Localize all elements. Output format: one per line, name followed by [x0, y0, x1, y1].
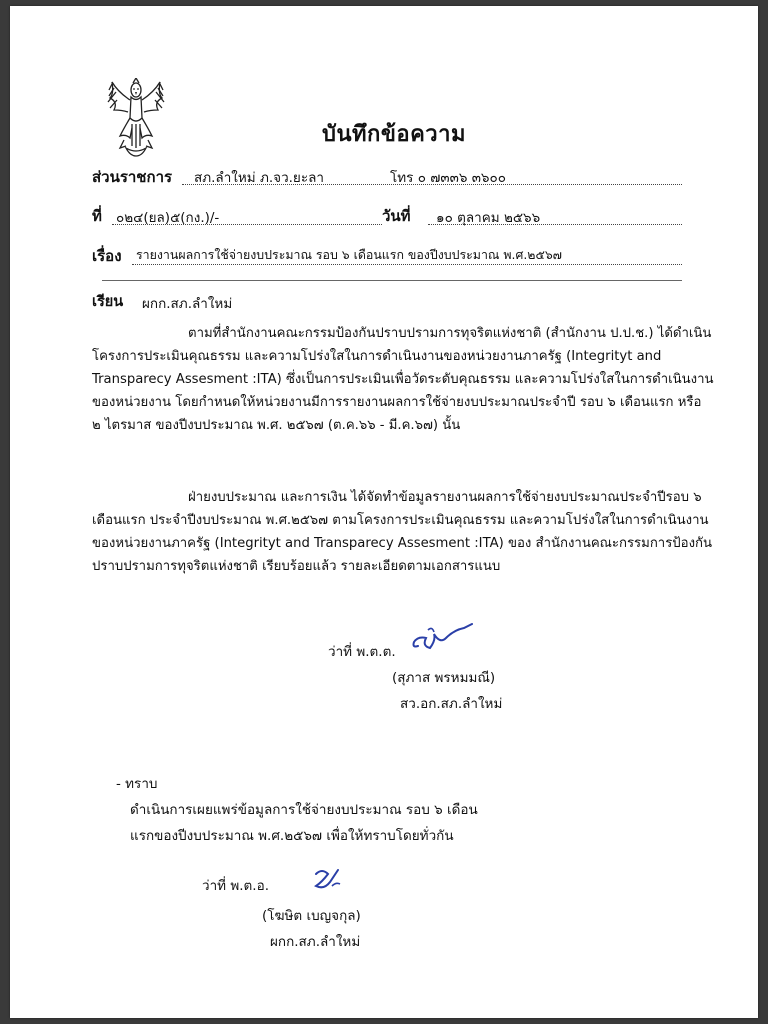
paragraph-1 — [92, 322, 714, 437]
phone-value: โทร ๐ ๗๓๓๖ ๓๖๐๐ — [390, 170, 506, 186]
paragraph-1-line: ตามที่สำนักงานคณะกรรมป้องกันปราบปรามการทุจริตแห่งชาติ (สำนักงาน ป.ป.ช.) ได้ดำเนิน — [188, 326, 712, 341]
salutation-value: ผกก.สภ.ลำใหม่ — [142, 296, 233, 312]
paragraph-1-line: โครงการประเมินคุณธรรม และความโปร่งใสในการดำเนินงานของหน่วยงานภาครัฐ (Integrityt and — [92, 349, 662, 364]
signature-1-position: สว.อก.สภ.ลำใหม่ — [400, 696, 503, 712]
signature-1-name: (สุภาส พรหมมณี) — [392, 670, 496, 686]
paragraph-2 — [92, 486, 712, 578]
agency-value: สภ.ลำใหม่ ภ.จว.ยะลา — [194, 170, 324, 186]
agency-label: ส่วนราชการ — [92, 168, 173, 186]
memo-title: บันทึกข้อความ — [322, 122, 467, 147]
signature-1-image — [406, 618, 476, 658]
date-label: วันที่ — [382, 207, 411, 225]
paragraph-1-line: ๒ ไตรมาส ของปีงบประมาณ พ.ศ. ๒๕๖๗ (ต.ค.๖๖ - มี.ค.๖๗) นั้น — [92, 418, 461, 433]
memo-page — [10, 6, 758, 1018]
paragraph-2-line: ฝ่ายงบประมาณ และการเงิน ได้จัดทำข้อมูลรายงานผลการใช้จ่ายงบประมาณประจำปีรอบ ๖ — [188, 490, 702, 505]
ref-label: ที่ — [92, 207, 102, 225]
signature-2-name: (โฆษิต เบญจกุล) — [262, 908, 361, 924]
ref-value: ๐๒๔(ยล)๕(กง.)/- — [116, 210, 220, 226]
endorsement-ack: - ทราบ — [116, 776, 158, 792]
signature-2-image — [308, 864, 348, 898]
paragraph-2-line: ปราบปรามการทุจริตแห่งชาติ เรียบร้อยแล้ว รายละเอียดตามเอกสารแนบ — [92, 559, 501, 574]
paragraph-2-line: ของหน่วยงานภาครัฐ (Integrityt and Transparecy Assesment :ITA) ของ สำนักงานคณะกรรมการป้องกัน — [92, 536, 713, 551]
paragraph-1-line: Transparecy Assesment :ITA) ซึ่งเป็นการประเมินเพื่อวัดระดับคุณธรรม และความโปร่งใสในการดำเนินงาน — [92, 372, 714, 387]
paragraph-2-line: เดือนแรก ประจำปีงบประมาณ พ.ศ.๒๕๖๗ ตามโครงการประเมินคุณธรรม และความโปร่งใสในการดำเนินงาน — [92, 513, 709, 528]
salutation-label: เรียน — [92, 294, 124, 310]
garuda-emblem-icon — [104, 78, 168, 158]
endorsement-line: แรกของปีงบประมาณ พ.ศ.๒๕๖๗ เพื่อให้ทราบโดยทั่วกัน — [130, 828, 454, 844]
endorsement-line: ดำเนินการเผยแพร่ข้อมูลการใช้จ่ายงบประมาณ รอบ ๖ เดือน — [130, 802, 478, 818]
subject-label: เรื่อง — [92, 247, 122, 265]
subject-value: รายงานผลการใช้จ่ายงบประมาณ รอบ ๖ เดือนแรก ของปีงบประมาณ พ.ศ.๒๕๖๗ — [136, 247, 563, 262]
date-value: ๑๐ ตุลาคม ๒๕๖๖ — [436, 210, 541, 226]
signature-1-rank: ว่าที่ พ.ต.ต. — [328, 644, 396, 660]
header-divider — [102, 280, 682, 281]
paragraph-1-line: ของหน่วยงาน โดยกำหนดให้หน่วยงานมีการรายงานผลการใช้จ่ายงบประมาณประจำปี รอบ ๖ เดือนแรก หรือ — [92, 395, 702, 410]
signature-2-position: ผกก.สภ.ลำใหม่ — [270, 934, 361, 950]
signature-2-rank: ว่าที่ พ.ต.อ. — [202, 878, 269, 894]
